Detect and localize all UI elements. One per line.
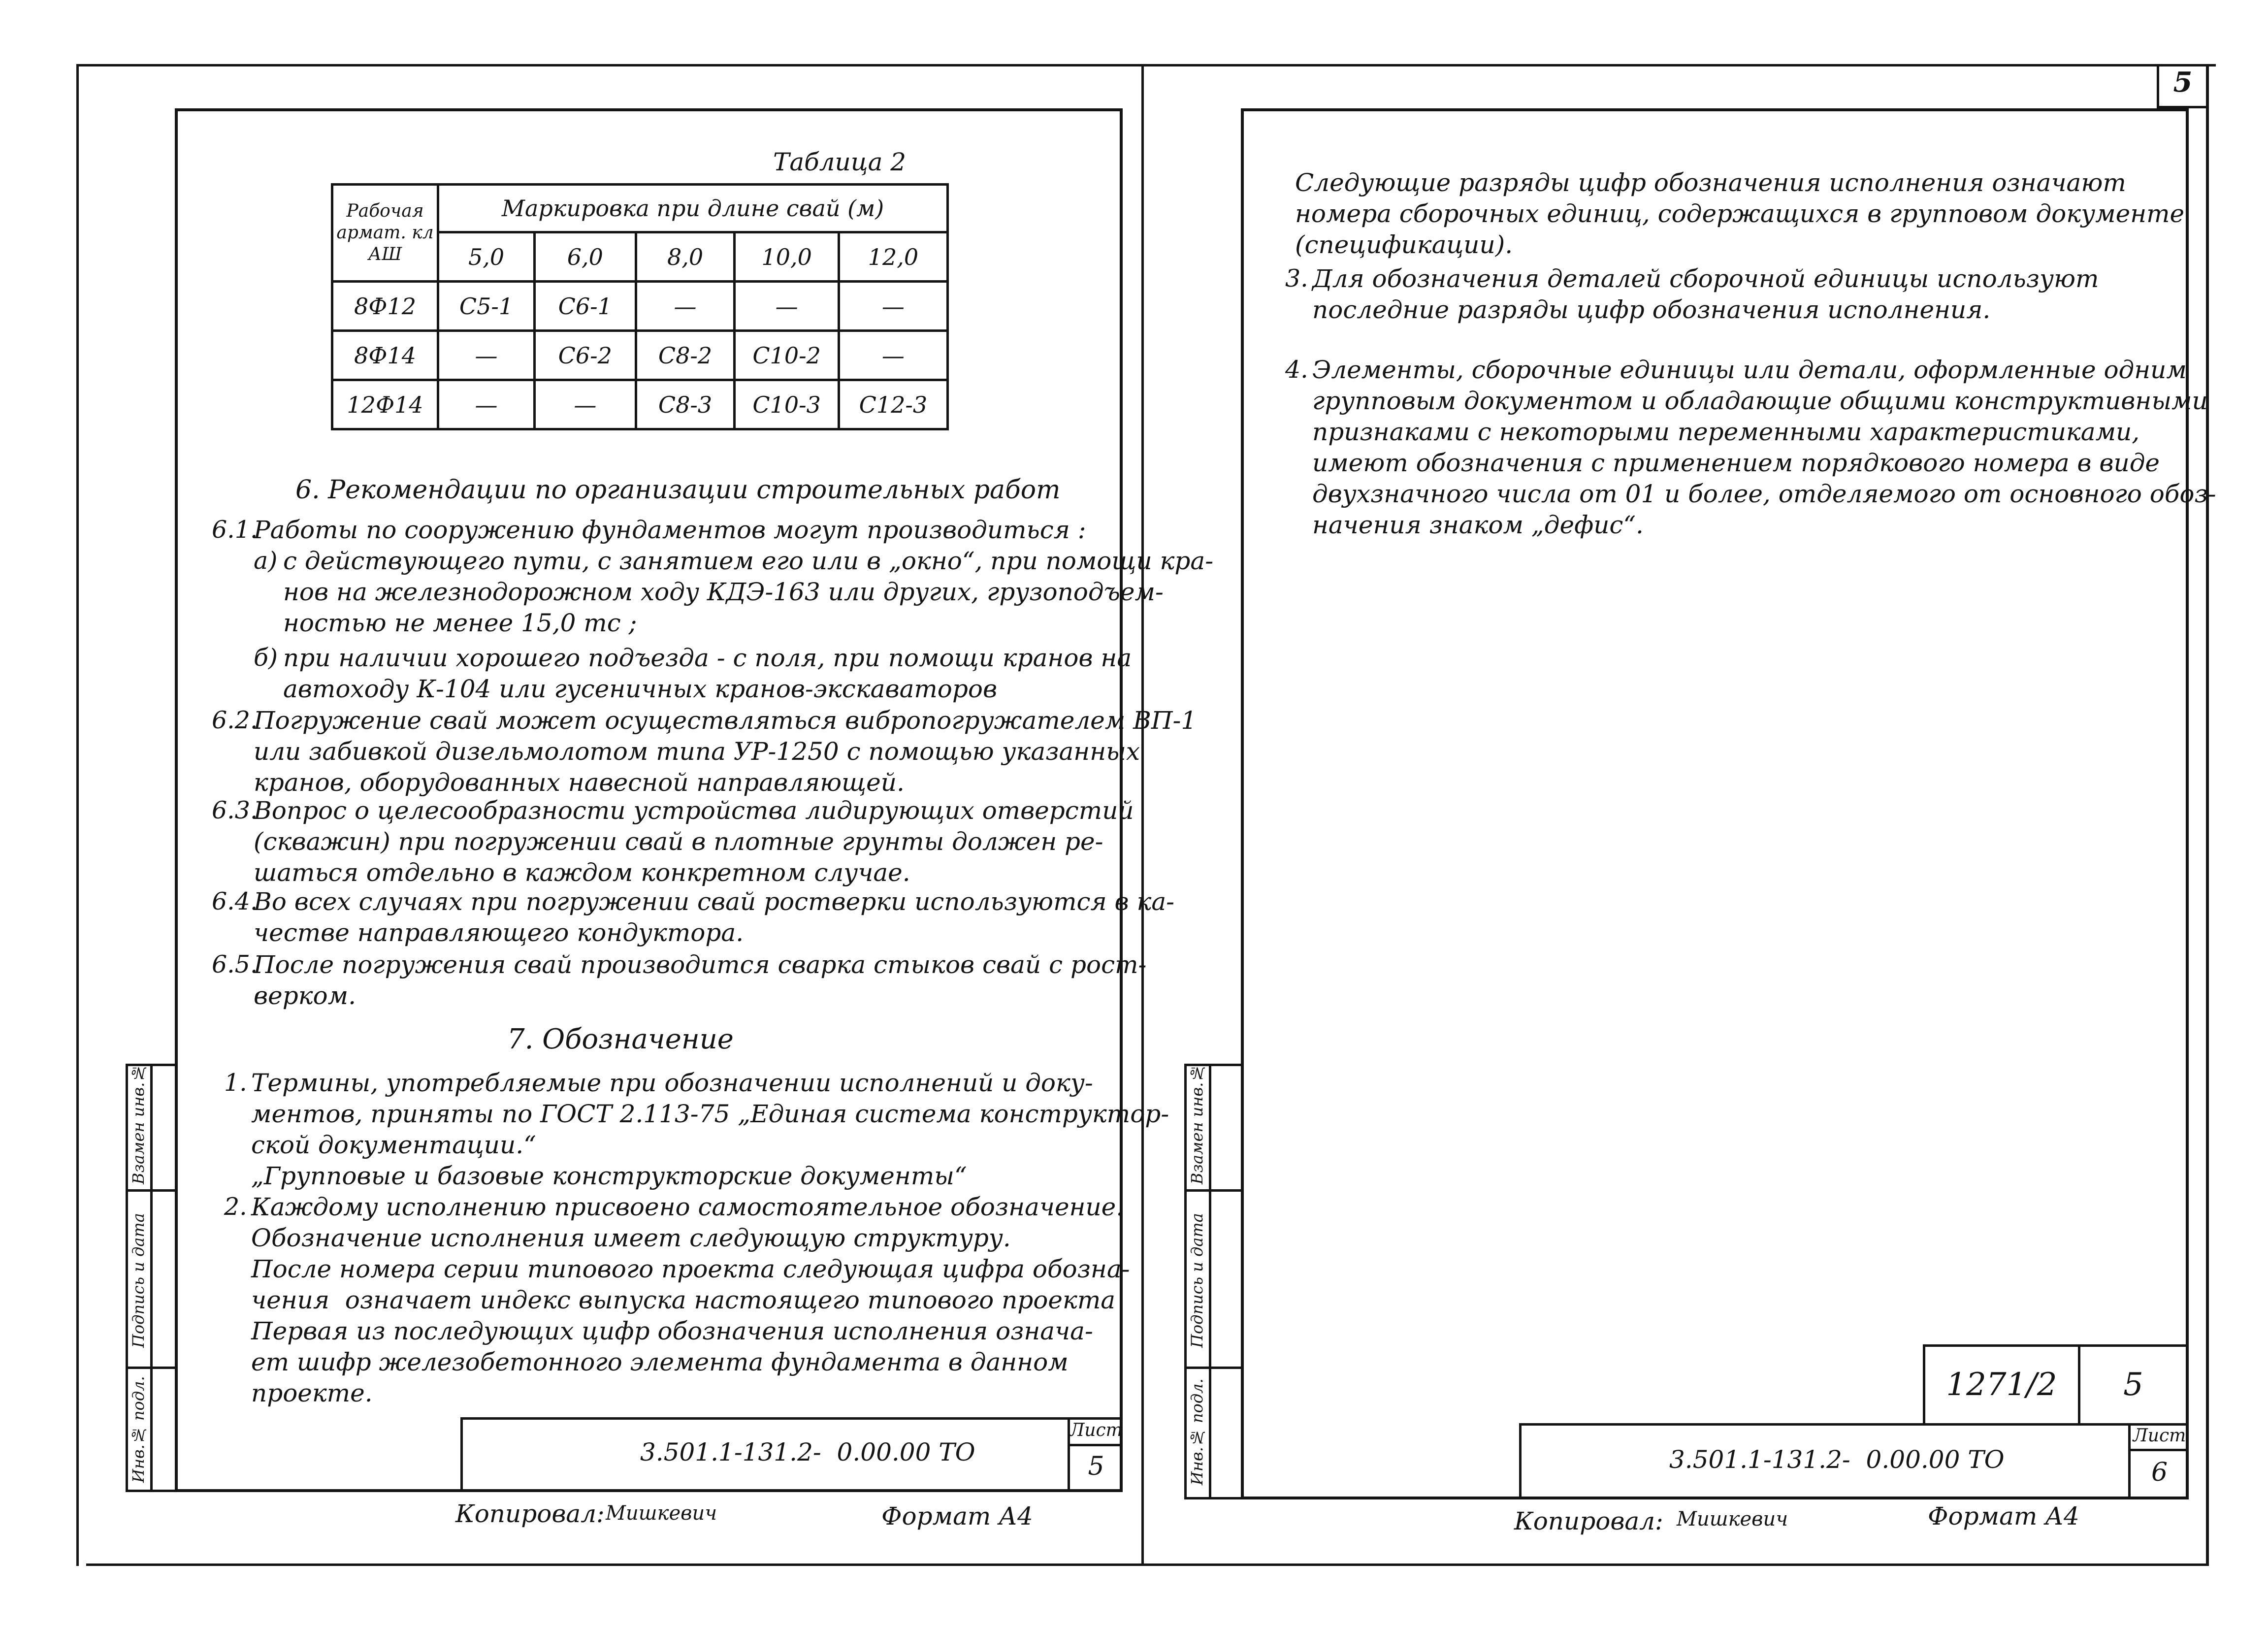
- side-stamp-replaced: Взамен инв.№: [1188, 1063, 1206, 1184]
- table-cell: —: [438, 331, 535, 380]
- album-sheet: 5: [2123, 1367, 2143, 1403]
- table-row: [332, 380, 948, 429]
- side-stamp-divider: [1184, 1189, 1243, 1192]
- table-cell: С8-3: [636, 380, 735, 429]
- rebar-cell: 8Ф14: [332, 331, 438, 380]
- item-num: 6.3.: [212, 796, 258, 824]
- outer-frame-right: [2206, 64, 2209, 1566]
- item-num: 2.: [224, 1193, 247, 1221]
- item-num: 6.4.: [212, 887, 258, 915]
- side-stamp-divider: [1184, 1367, 1243, 1369]
- item-num: 6.2.: [212, 706, 258, 734]
- side-stamp-divider: [1209, 1064, 1211, 1499]
- sheet-number: 5: [1088, 1452, 1104, 1481]
- header-rebar: Рабочая армат. кл АШ: [332, 185, 438, 282]
- copied-by-label: Копировал:: [455, 1499, 605, 1528]
- side-stamp-signature: Подпись и дата: [1188, 1213, 1206, 1348]
- table-cell: С5-1: [438, 282, 535, 331]
- table-cell: С6-2: [535, 331, 636, 380]
- length-cell: 10,0: [735, 232, 839, 282]
- section6-title: 6. Рекомендации по организации строительных работ: [295, 475, 1061, 505]
- rebar-cell: 12Ф14: [332, 380, 438, 429]
- item-text: с действующего пути, с занятием его или в „окно“, при помощи кра- нов на железнодорожном ходу КДЭ-163 или других, грузоподъем- ностью не менее 15,0 тс ;: [283, 547, 1214, 637]
- page-number: 5: [2173, 66, 2193, 98]
- outer-frame-left: [76, 64, 79, 1566]
- title-block-divider: [1068, 1444, 1123, 1446]
- length-cell: 6,0: [535, 232, 636, 282]
- length-cell: 5,0: [438, 232, 535, 282]
- item-text: Каждому исполнению присвоено самостоятельное обозначение. Обозначение исполнения имеет следующую структуру. После номера серии типового проекта следующая цифра обозна- чения означает индекс выпуска настоящего типового проекта Первая из последующих цифр обозначения исполнения означа- ет шифр железобетонного элемента фундамента в данном проекте.: [251, 1193, 1130, 1407]
- document-code: 3.501.1-131.2- 0.00.00 ТО: [640, 1438, 975, 1466]
- outer-frame-top: [76, 64, 2216, 66]
- length-cell: 12,0: [839, 232, 947, 282]
- item-num: 6.1.: [212, 516, 258, 544]
- paper-format: Формат А4: [881, 1502, 1033, 1530]
- table-caption: Таблица 2: [773, 148, 907, 176]
- side-stamp-replaced: Взамен инв.№: [129, 1063, 148, 1184]
- item-text: Вопрос о целесообразности устройства лидирующих отверстий (скважин) при погружении свай в плотные грунты должен ре- шаться отдельно в каждом конкретном случае.: [254, 796, 1134, 887]
- length-cell: 8,0: [636, 232, 735, 282]
- item-text: Во всех случаях при погружении свай ростверки используются в ка- честве направляющего кондуктора.: [254, 887, 1175, 947]
- table-cell: С6-1: [535, 282, 636, 331]
- sheet-label: Лист: [2133, 1426, 2186, 1446]
- album-number: 1271/2: [1946, 1367, 2057, 1403]
- table-cell: С10-2: [735, 331, 839, 380]
- table-cell: С10-3: [735, 380, 839, 429]
- paper-format: Формат А4: [1928, 1502, 2079, 1530]
- outer-frame-bottom: [86, 1563, 2208, 1566]
- side-stamp-divider: [126, 1189, 178, 1192]
- table-cell: —: [839, 282, 947, 331]
- title-block-divider: [2128, 1449, 2189, 1451]
- table-row: [332, 331, 948, 380]
- paragraph-text: Следующие разряды цифр обозначения исполнения означают номера сборочных единиц, содержащихся в групповом документе (спецификации).: [1295, 168, 2185, 259]
- side-stamp-inventory: Инв.№ подл.: [129, 1376, 148, 1483]
- table-cell: —: [636, 282, 735, 331]
- item-text: Термины, употребляемые при обозначении исполнений и доку- ментов, приняты по ГОСТ 2.113-75 „Единая система конструктор- ской документации.“ „Групповые и базовые конструкторские документы“: [251, 1069, 1169, 1190]
- paragraph-text: Элементы, сборочные единицы или детали, оформленные одним групповым документом и обладающие общими конструктивными признаками с некоторыми переменными характеристиками, имеют обозначения с применением порядкового номера в виде двухзначного числа от 01 и более, отделяемого от основного обоз- начения знаком „дефис“.: [1312, 356, 2216, 539]
- table-cell: С12-3: [839, 380, 947, 429]
- rebar-cell: 8Ф12: [332, 282, 438, 331]
- item-text: при наличии хорошего подъезда - с поля, при помощи кранов на автоходу К-104 или гусеничных кранов-экскаваторов: [283, 644, 1132, 703]
- table-cell: —: [535, 380, 636, 429]
- sheet-number: 6: [2151, 1458, 2168, 1487]
- side-stamp-divider: [150, 1064, 153, 1492]
- table-cell: С8-2: [636, 331, 735, 380]
- item-text: Погружение свай может осуществляться вибропогружателем ВП-1 или забивкой дизельмолотом типа УР-1250 с помощью указанных кранов, оборудованных навесной направляющей.: [254, 706, 1197, 797]
- paragraph-num: 4.: [1285, 356, 1308, 384]
- table-cell: —: [735, 282, 839, 331]
- side-stamp-inventory: Инв.№ подл.: [1188, 1378, 1206, 1485]
- spread-fold: [1141, 64, 1144, 1566]
- paragraph-num: 3.: [1285, 264, 1308, 293]
- item-num: 6.5.: [212, 950, 258, 978]
- header-marking-group: Маркировка при длине свай (м): [438, 185, 948, 232]
- section7-title: 7. Обозначение: [507, 1023, 734, 1055]
- item-num: б): [254, 644, 278, 672]
- document-code: 3.501.1-131.2- 0.00.00 ТО: [1669, 1445, 2005, 1474]
- item-num: 1.: [224, 1069, 247, 1097]
- side-stamp-signature: Подпись и дата: [129, 1213, 148, 1348]
- item-text: Работы по сооружению фундаментов могут производиться :: [254, 516, 1086, 544]
- copier-signature: Мишкевич: [606, 1502, 717, 1525]
- item-text: После погружения свай производится сварка стыков свай с рост- верком.: [254, 950, 1147, 1010]
- table-row: [332, 282, 948, 331]
- copier-signature: Мишкевич: [1677, 1508, 1788, 1530]
- paragraph-text: Для обозначения деталей сборочной единицы используют последние разряды цифр обозначения исполнения.: [1312, 264, 2099, 324]
- copied-by-label: Копировал:: [1514, 1507, 1663, 1535]
- pile-marking-table: [331, 183, 949, 430]
- sheet-label: Лист: [1069, 1420, 1123, 1440]
- item-num: а): [254, 547, 278, 575]
- table-cell: —: [438, 380, 535, 429]
- table-cell: —: [839, 331, 947, 380]
- side-stamp-divider: [126, 1367, 178, 1369]
